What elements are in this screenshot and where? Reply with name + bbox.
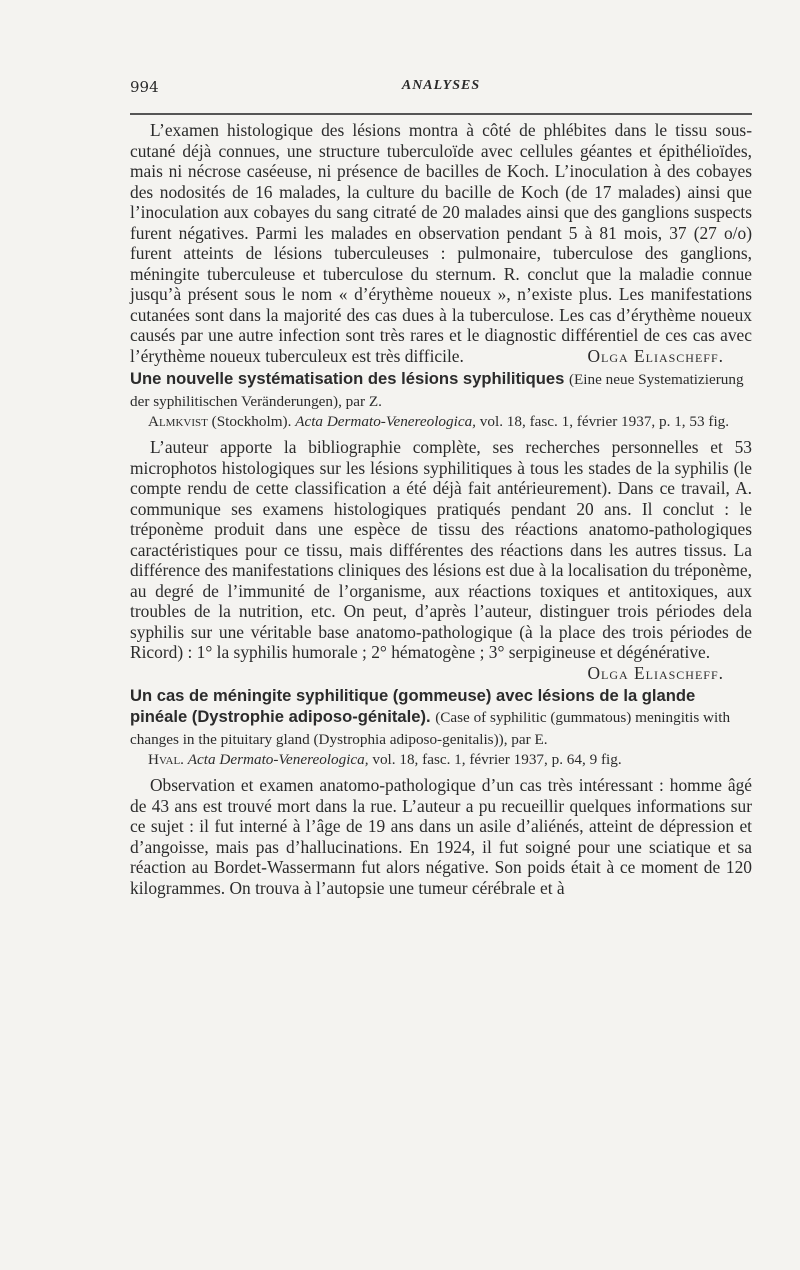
reference-original-title: (Case of syphilitic (gummatous) meningitis with changes in the pituitary gland (Dystrophia adiposo-genitalis)), par E. bbox=[130, 709, 731, 748]
page-content bbox=[130, 120, 752, 898]
article-title-text: Une nouvelle systématisation des lésions syphilitiques bbox=[130, 369, 565, 388]
article-title-text: Un cas de méningite syphilitique (gommeuse) avec lésions de la glande pinéale (Dystrophie adiposo-génitale). bbox=[130, 686, 696, 726]
page-header bbox=[130, 78, 752, 104]
reference-journal: Acta Dermato-Venereologica, bbox=[187, 751, 369, 768]
article-body bbox=[130, 775, 752, 898]
reference-author: Almkvist bbox=[148, 413, 208, 430]
reference-author: Hval. bbox=[148, 751, 184, 768]
body-text: Observation et examen anatomo-pathologique d’un cas très intéressant : homme âgé de 43 ans est trouvé mort dans la rue. L’auteur a pu recueillir quelques informations sur ce sujet : il fut interné à l’âge de 19 ans dans un asile d’aliénés, atteint de dépression et d’angoisse, mais pas d’hallucinations. En 1924, il fut soigné pour une sciatique et sa réaction au Bordet-Wassermann fut alors négative. Son poids était à ce moment de 120 kilogrammes. On trouva à l’autopsie une tumeur cérébrale et à bbox=[130, 775, 752, 898]
running-title: ANALYSES bbox=[401, 78, 481, 93]
header-rule bbox=[130, 113, 752, 115]
page-number: 994 bbox=[130, 78, 159, 96]
author-signature: Olga Eliascheff. bbox=[587, 345, 724, 366]
reference-original-title: (Eine neue Systematizierung der syphilitischen Veränderungen), par Z. bbox=[130, 371, 744, 410]
article-body bbox=[130, 120, 752, 366]
author-signature: Olga Eliascheff. bbox=[587, 662, 724, 683]
reference-details: vol. 18, fasc. 1, février 1937, p. 64, 9 fig. bbox=[372, 751, 622, 768]
article-reference bbox=[130, 412, 752, 432]
reference-place: (Stockholm). bbox=[211, 413, 292, 430]
article-reference bbox=[130, 750, 752, 770]
article-body bbox=[130, 437, 752, 683]
article-title bbox=[130, 685, 752, 750]
reference-journal: Acta Dermato-Venereologica, bbox=[295, 413, 476, 430]
body-text: L’examen histologique des lésions montra à côté de phlébites dans le tissu sous-cutané déjà connues, une structure tuberculoïde avec cellules géantes et épithélioïdes, mais ni nécrose caséeuse, ni présence de bacilles de Koch. L’inoculation à des cobayes des nodosités de 16 malades, la culture du bacille de Koch (de 17 malades) ainsi que l’inoculation aux cobayes du sang citraté de 20 malades ainsi que des ganglions suspects furent négatives. Parmi les malades en observation pendant 5 à 81 mois, 37 (27 o/o) furent atteints de lésions tuberculeuses : pulmonaire, tuberculose des ganglions, méningite tuberculeuse et tuberculose du sternum. R. conclut que la maladie connue jusqu’à présent sous le nom « d’érythème noueux », n’existe plus. Les manifestations cutanées sont dans la majorité des cas dues à la tuberculose. Les cas d’érythème noueux causés par une autre infection sont très rares et le diagnostic différentiel de ces cas avec l’érythème noueux tuberculeux est très difficile. bbox=[130, 120, 752, 366]
article-title bbox=[130, 368, 752, 412]
body-text: L’auteur apporte la bibliographie complète, ses recherches personnelles et 53 microphotos histologiques sur les lésions syphilitiques à tous les stades de la syphilis (le compte rendu de cette classification a été déjà fait antérieurement). Dans ce travail, A. communique ses examens histologiques pratiqués pendant 20 ans. Il conclut : le tréponème produit dans une espèce de tissu des réactions anatomo-pathologiques caractéristiques pour ce tissu, mais différentes des réactions dans les autres tissus. La différence des manifestations cliniques des lésions est due à la localisation du tréponème, au degré de l’immunité de l’organisme, aux réactions toxiques et antitoxiques, aux troubles de la nutrition, etc. On peut, d’après l’auteur, distinguer trois périodes dela syphilis sur une véritable base anatomo-pathologique (à la place des trois périodes de Ricord) : 1° la syphilis humorale ; 2° hématogène ; 3° serpigineuse et dégénérative. bbox=[130, 437, 752, 662]
reference-details: vol. 18, fasc. 1, février 1937, p. 1, 53 fig. bbox=[479, 413, 730, 430]
